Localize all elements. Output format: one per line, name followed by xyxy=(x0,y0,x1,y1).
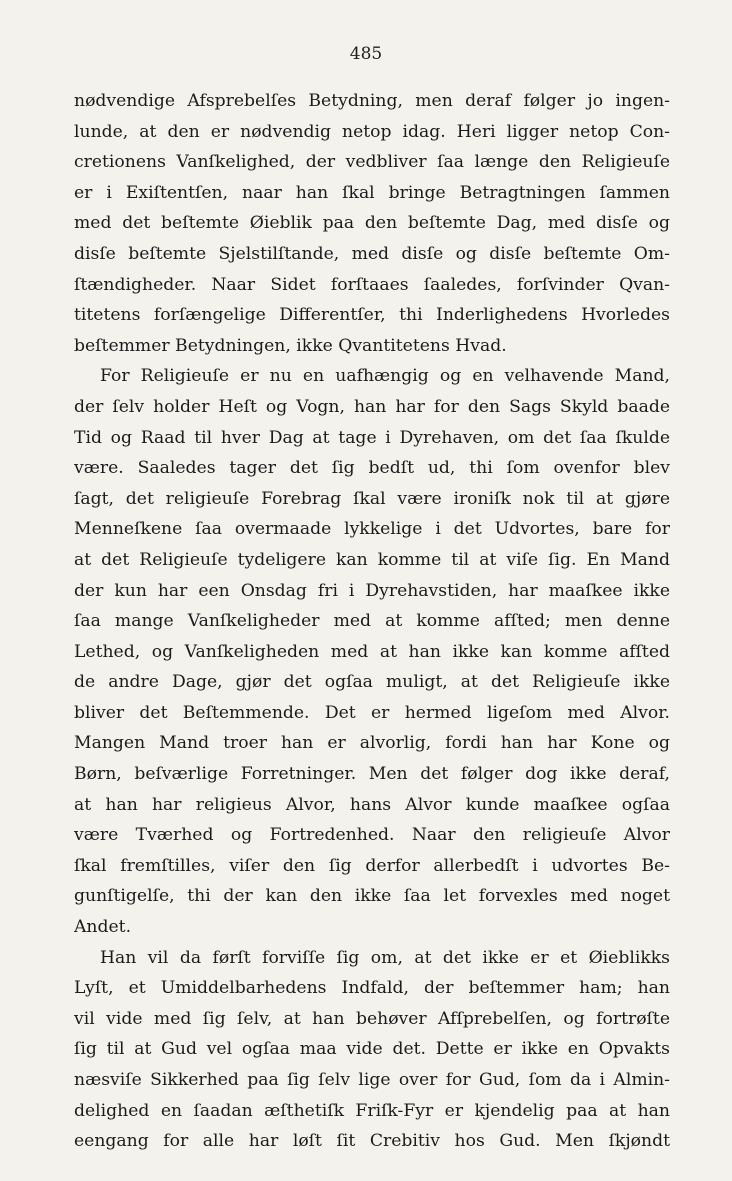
text-line: med det beſtemte Øieblik paa den beſtemte Dag, med disſe og xyxy=(74,213,670,234)
text-line: der ſelv holder Heſt og Vogn, han har for den Sags Skyld baade xyxy=(74,396,670,417)
paragraph-start-line: For Religieuſe er nu en uafhængig og en velhavende Mand, xyxy=(100,366,670,387)
text-line: de andre Dage, gjør det ogſaa muligt, at det Religieuſe ikke xyxy=(74,672,670,693)
text-line: beſtemmer Betydningen, ikke Qvantitetens Hvad. xyxy=(74,335,507,356)
text-line: Tid og Raad til hver Dag at tage i Dyrehaven, om det ſaa ſkulde xyxy=(74,427,670,448)
text-line: ſig til at Gud vel ogſaa maa vide det. Dette er ikke en Opvakts xyxy=(74,1039,670,1060)
text-line: at det Religieuſe tydeligere kan komme til at viſe ſig. En Mand xyxy=(74,549,670,570)
page-number: 485 xyxy=(349,44,383,64)
text-line: ſkal fremſtilles, viſer den ſig derfor allerbedſt i udvortes Be- xyxy=(74,855,670,876)
text-line: ſaa mange Vanſkeligheder med at komme afſted; men denne xyxy=(74,611,670,632)
text-line: ſagt, det religieuſe Forebrag ſkal være ironiſk nok til at gjøre xyxy=(74,488,670,509)
text-line: gunſtigelſe, thi der kan den ikke ſaa let forvexles med noget xyxy=(74,886,670,907)
text-line: være Tværhed og Fortredenhed. Naar den religieuſe Alvor xyxy=(74,825,670,846)
text-line: cretionens Vanſkelighed, der vedbliver ſaa længe den Religieuſe xyxy=(74,152,670,173)
paragraph-start-line: Han vil da førſt forviſſe ſig om, at det ikke er et Øieblikks xyxy=(100,947,670,968)
text-line: der kun har een Onsdag fri i Dyrehavstiden, har maaſkee ikke xyxy=(74,580,670,601)
text-line: at han har religieus Alvor, hans Alvor kunde maaſkee ogſaa xyxy=(74,794,670,815)
text-line: næsviſe Sikkerhed paa ſig ſelv lige over for Gud, ſom da i Almin- xyxy=(74,1070,670,1090)
text-line: delighed en ſaadan æſthetiſk Friſk-Fyr er kjendelig paa at han xyxy=(74,1100,670,1121)
text-line: Mangen Mand troer han er alvorlig, fordi han har Kone og xyxy=(74,733,670,754)
text-line: ſtændigheder. Naar Sidet forſtaaes ſaaledes, forſvinder Qvan- xyxy=(74,274,670,295)
text-line: Menneſkene ſaa overmaade lykkelige i det Udvortes, bare for xyxy=(74,519,670,540)
text-line: nødvendige Afsprebelſes Betydning, men deraf følger jo ingen- xyxy=(74,91,670,111)
text-line: Andet. xyxy=(74,917,132,938)
text-line: eengang for alle har løſt ſit Crebitiv hos Gud. Men ſkjøndt xyxy=(74,1131,670,1152)
text-line: Børn, beſværlige Forretninger. Men det følger dog ikke deraf, xyxy=(74,764,670,785)
text-line: bliver det Beſtemmende. Det er hermed ligeſom med Alvor. xyxy=(74,702,670,723)
text-line: være. Saaledes tager det ſig bedſt ud, thi ſom ovenfor blev xyxy=(74,458,670,479)
text-line: Lyſt, et Umiddelbarhedens Indfald, der beſtemmer ham; han xyxy=(74,978,670,999)
text-line: vil vide med ſig ſelv, at han behøver Afſprebelſen, og fortrøſte xyxy=(74,1008,670,1029)
body-text xyxy=(74,86,670,1157)
text-line: er i Exiſtentſen, naar han ſkal bringe Betragtningen ſammen xyxy=(74,182,670,203)
text-line: titetens forſængelige Differentſer, thi Inderlighedens Hvorledes xyxy=(74,305,670,326)
text-line: disſe beſtemte Sjelstilſtande, med disſe og disſe beſtemte Om- xyxy=(74,243,670,264)
text-line: lunde, at den er nødvendig netop idag. Heri ligger netop Con- xyxy=(74,121,670,142)
text-line: Lethed, og Vanſkeligheden med at han ikke kan komme afſted xyxy=(74,641,670,662)
